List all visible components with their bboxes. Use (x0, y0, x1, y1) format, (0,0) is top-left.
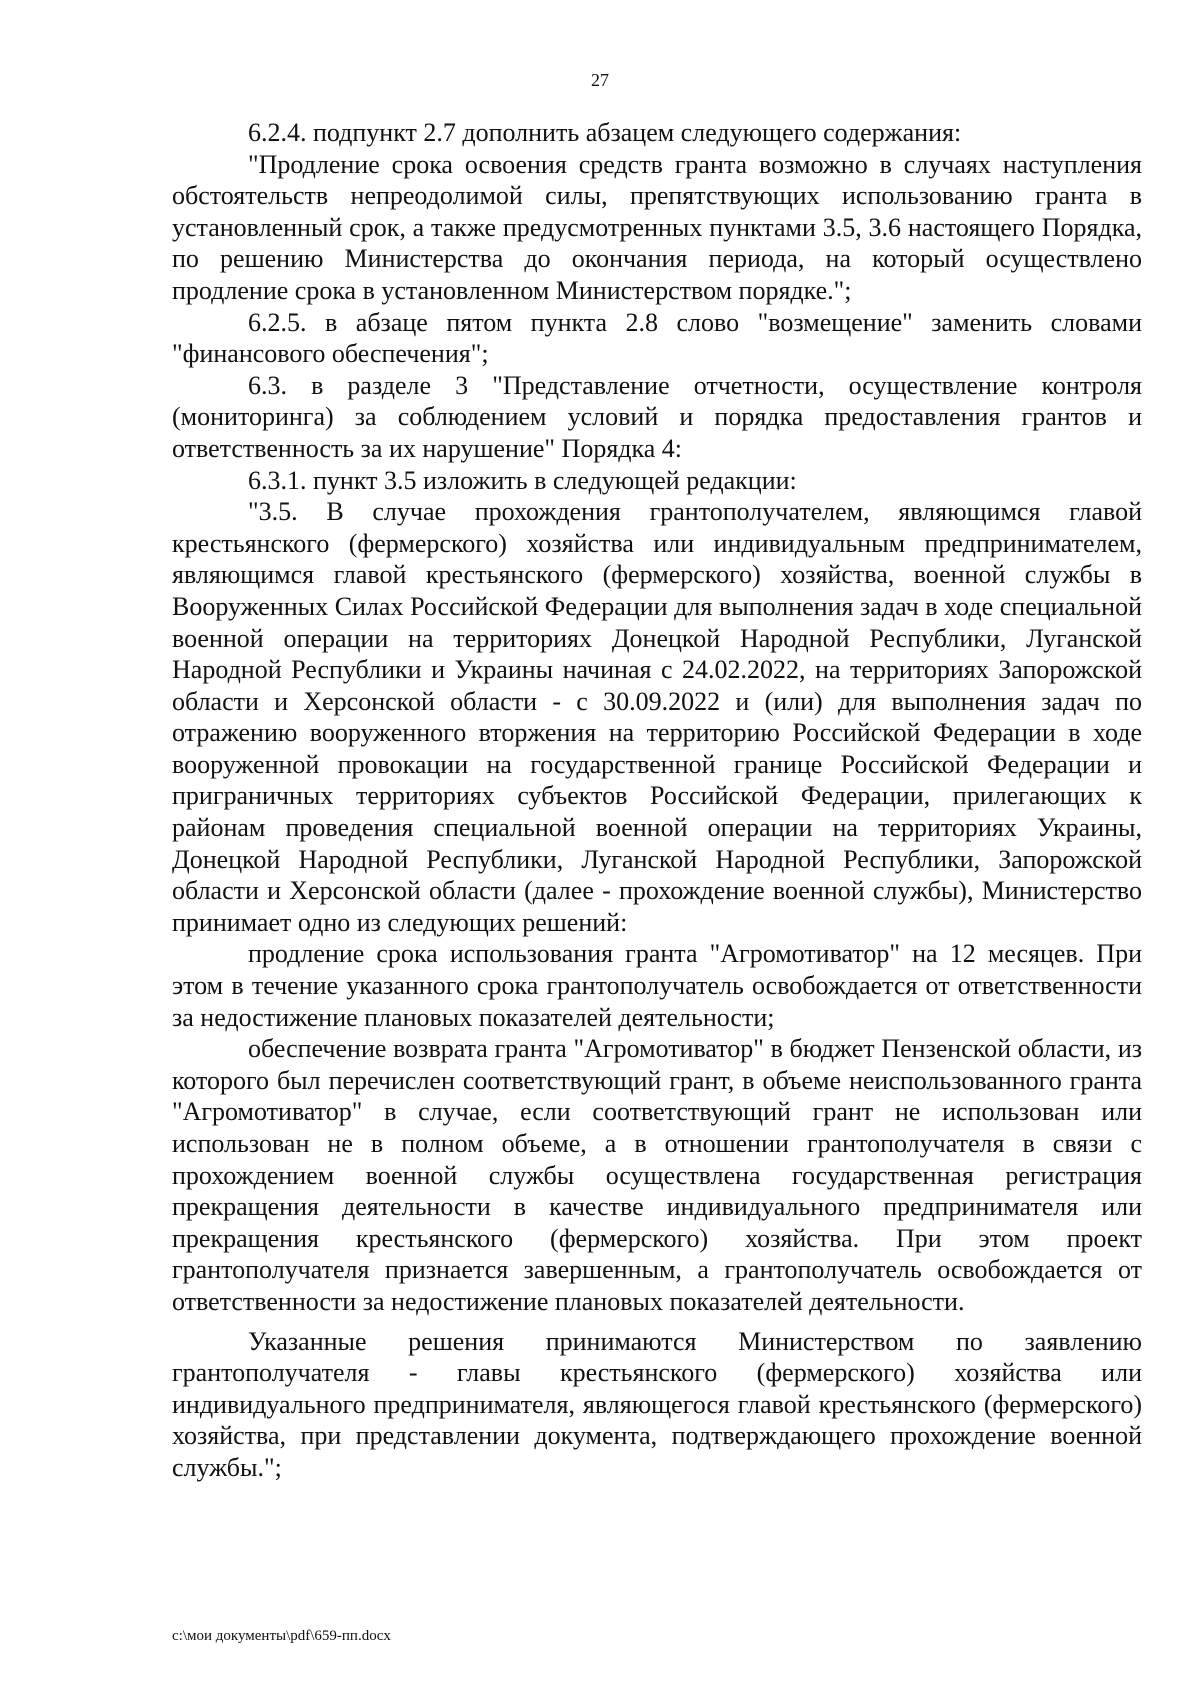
paragraph-decisions: Указанные решения принимаются Министерством по заявлению грантополучателя - главы крестьянского (фермерского) хозяйства или индивидуального предпринимателя, являющегося главой крестьянского (фермерского) хозяйства, при представлении документа, подтверждающего прохождение военной службы."; (172, 1326, 1142, 1482)
paragraph-quote-3-5: "3.5. В случае прохождения грантополучателем, являющимся главой крестьянского (фермерского) хозяйства или индивидуальным предпринимателем, являющимся главой крестьянского (фермерского) хозяйства, военной службы в Вооруженных Силах Российской Федерации для выполнения задач в ходе специальной военной операции на территориях Донецкой Народной Республики, Луганской Народной Республики и Украины начиная с 24.02.2022, на территориях Запорожской области и Херсонской области - с 30.09.2022 и (или) для выполнения задач по отражению вооруженного вторжения на территорию Российской Федерации в ходе вооруженной провокации на государственной границе Российской Федерации и приграничных территориях субъектов Российской Федерации, прилегающих к районам проведения специальной военной операции на территориях Украины, Донецкой Народной Республики, Луганской Народной Республики, Запорожской области и Херсонской области (далее - прохождение военной службы), Министерство принимает одно из следующих решений: (172, 497, 1142, 937)
paragraph-6-3: 6.3. в разделе 3 "Представление отчетности, осуществление контроля (мониторинга) за соблюдением условий и порядка предоставления грантов и ответственность за их нарушение" Порядка 4: (172, 370, 1142, 463)
paragraph-6-2-5: 6.2.5. в абзаце пятом пункта 2.8 слово "возмещение" заменить словами "финансового обеспечения"; (172, 307, 1142, 369)
document-body (172, 117, 1142, 1484)
page-number: 27 (591, 70, 609, 90)
paragraph-return: обеспечение возврата гранта "Агромотиватор" в бюджет Пензенской области, из которого был перечислен соответствующий грант, в объеме неиспользованного гранта "Агромотиватор" в случае, если соответствующий грант не использован или использован не в полном объеме, а в отношении грантополучателя в связи с прохождением военной службы осуществлена государственная регистрация прекращения деятельности в качестве индивидуального предпринимателя или прекращения крестьянского (фермерского) хозяйства. При этом проект грантополучателя признается завершенным, а грантополучатель освобождается от ответственности за недостижение плановых показателей деятельности. (172, 1034, 1142, 1316)
paragraph-6-3-1: 6.3.1. пункт 3.5 изложить в следующей редакции: (248, 465, 797, 495)
paragraph-extension: продление срока использования гранта "Агромотиватор" на 12 месяцев. При этом в течение указанного срока грантополучатель освобождается от ответственности за недостижение плановых показателей деятельности; (172, 939, 1142, 1032)
paragraph-quote-2-7: "Продление срока освоения средств гранта возможно в случаях наступления обстоятельств непреодолимой силы, препятствующих использованию гранта в установленный срок, а также предусмотренных пунктами 3.5, 3.6 настоящего Порядка, по решению Министерства до окончания периода, на который осуществлено продление срока в установленном Министерством порядке."; (172, 149, 1142, 305)
footer-file-path: c:\мои документы\pdf\659-пп.docx (172, 1628, 391, 1644)
paragraph-6-2-4: 6.2.4. подпункт 2.7 дополнить абзацем следующего содержания: (248, 118, 962, 147)
